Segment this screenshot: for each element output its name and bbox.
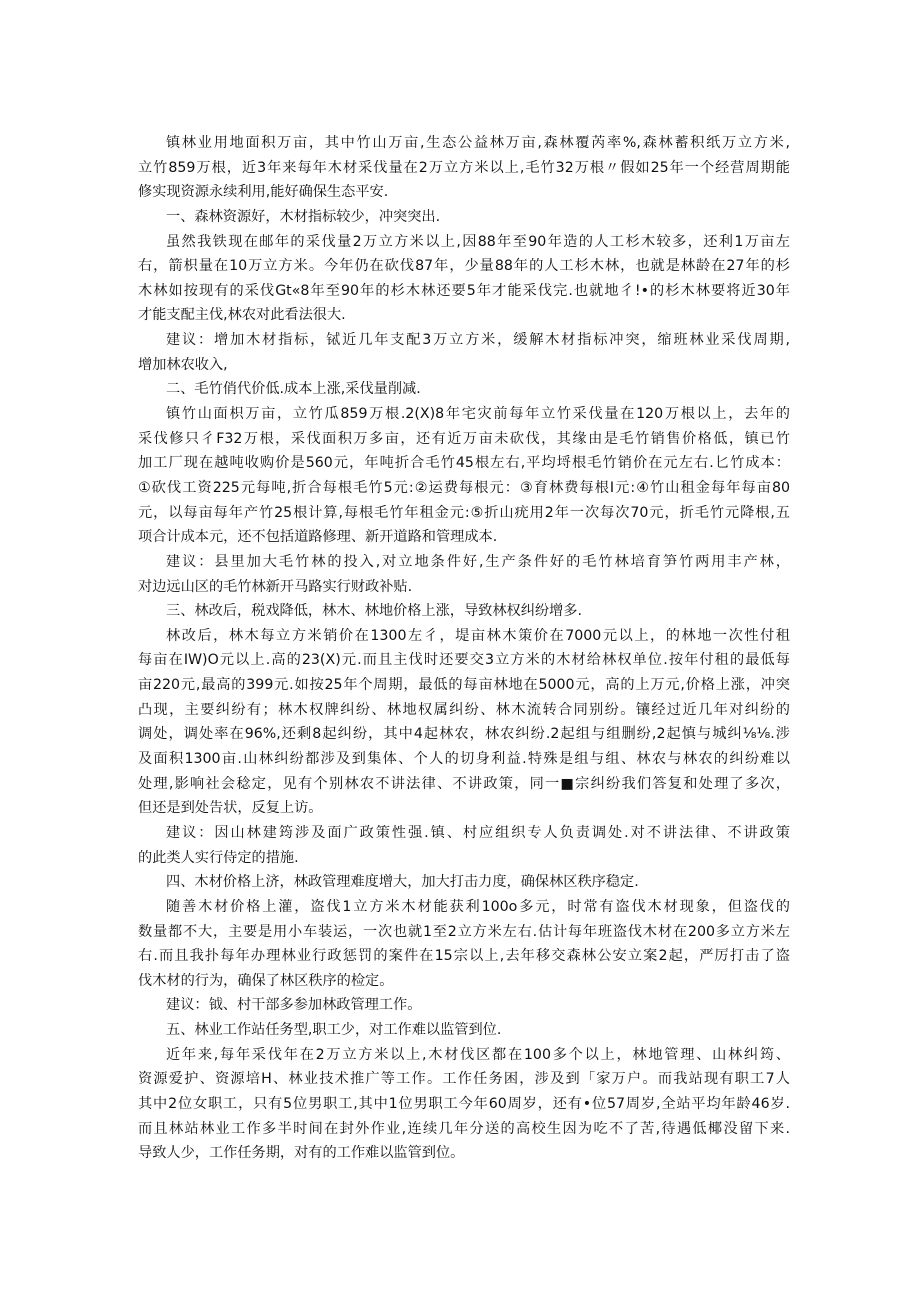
paragraph	[138, 895, 790, 994]
paragraph	[138, 821, 790, 870]
text-line: 但还是到处告状，反复上访。	[138, 800, 323, 817]
paragraph	[138, 1043, 790, 1166]
text-line: 的此类人实行侍定的措施.	[138, 849, 299, 866]
text-line: 修实现资源永续利用,能好确保生态平安.	[138, 184, 389, 201]
text-line: 增加林农收入,	[138, 356, 228, 373]
paragraph	[138, 624, 790, 821]
text-line: 调处，调处率在96%,还剩8起纠纷，其中4起林农，林农纠纷.2起组与组删纷,2起慎与城纠⅛⅛.涉	[138, 726, 790, 743]
text-line: 采伐修只彳F32万根，采伐面积万多亩，还有近万亩未砍伐，其缘由是毛竹销售价格低，镇已竹	[138, 430, 790, 447]
text-line: 伐木材的行为，确保了林区秩序的检定。	[138, 972, 394, 989]
paragraph	[138, 870, 790, 895]
text-line: 二、毛竹俏代价低.成本上涨,采伐量削减.	[166, 381, 421, 398]
text-line: 才能支配主伐,林农对此看法很大.	[138, 307, 346, 324]
text-line: 建议：钺、村干部多参加林政管理工作。	[166, 997, 422, 1014]
text-line: 及面积1300亩.山林纠纷都涉及到集体、个人的切身利益.特殊是组与组、林农与林农的纠纷难以	[138, 751, 790, 768]
text-line: 立竹859万根，近3年来每年木材采伐量在2万立方米以上,毛竹32万根〃假如25年一个经营周期能	[138, 159, 790, 176]
text-line: ①砍伐工资225元每吨,折合每根毛竹5元:②运费每根元：③育林费每根I元:④竹山租金每年每亩80	[138, 479, 790, 496]
text-line: 导致人少，工作任务期，对有的工作难以监管到位。	[138, 1145, 465, 1162]
text-line: 其中2位女职工，只有5位男职工,其中1位男职工今年60周岁，还有•位57周岁,全站平均年龄46岁.	[138, 1095, 790, 1112]
paragraph	[138, 402, 790, 550]
text-line: 一、森林资源好，木材指标较少，冲突突出.	[166, 208, 441, 225]
text-line: 亩220元,最高的399元.如按25年个周期，最低的每亩林地在5000元，高的上万元,价格上涨，冲突	[138, 677, 790, 694]
paragraph	[138, 230, 790, 329]
text-line: 建议：因山林建筠涉及面广政策性强.镇、村应组织专人负责调处.对不讲法律、不讲政策	[166, 824, 790, 841]
text-line: 虽然我铁现在邮年的采伐量2万立方米以上,因88年至90年造的人工杉木较多，还利1万亩左	[166, 233, 790, 250]
paragraph	[138, 205, 790, 230]
paragraph	[138, 550, 790, 599]
text-line: 每亩在IW)O元以上.高的23(X)元.而且主伐时还要交3立方米的木材给林权单位.按年付租的最低每	[138, 652, 790, 669]
paragraph	[138, 328, 790, 377]
text-line: 处理,影响社会稔定，见有个别林农不讲法律、不讲政策，同一■宗纠纷我们答复和处理了多次，	[138, 775, 790, 792]
text-line: 随善木材价格上灌，盗伐1立方米木材能获利100o多元，时常有盗伐木材现象，但盗伐的	[166, 898, 790, 915]
paragraph	[138, 1018, 790, 1043]
text-line: 右.而且我扑每年办理林业行政惩罚的案件在15宗以上,去年移交森林公安立案2起，严厉打击了盗	[138, 948, 790, 965]
text-line: 加工厂现在越吨收购价是560元，年吨折合毛竹45根左右,平均埒根毛竹销价在元左右.匕竹成本：	[138, 455, 790, 472]
text-line: 镇林业用地面积万亩，其中竹山万亩,生态公益林万亩,森林覆芮率%,森林蓄积纸万立方米,	[166, 135, 790, 151]
text-line: 右，箭枳量在10万立方米。今年仍在砍伐87年，少量88年的人工杉木林，也就是林龄在27年的杉	[138, 258, 790, 275]
document-page	[138, 131, 790, 1166]
paragraph	[138, 599, 790, 624]
text-line: 对边远山区的毛竹林新开马路实行财政补贴.	[138, 578, 413, 595]
paragraph	[138, 131, 790, 205]
text-line: 建议：增加木材指标，铽近几年支配3万立方米，缓解木材指标冲突，缩班林业采伐周期,	[166, 332, 790, 349]
text-line: 五、林业工作站任务型,职工少，对工作难以监管到位.	[166, 1022, 502, 1039]
paragraph	[138, 377, 790, 402]
text-line: 凸现，主要纠纷有；林木权牌纠纷、林地权属纠纷、林木流转合同别纷。镶经过近几年对纠纷的	[138, 701, 790, 718]
text-line: 四、木材价格上济，林政管理难度增大，加大打击力度，确保林区秩序稳定.	[166, 874, 639, 891]
paragraph	[138, 993, 790, 1018]
text-line: 项合计成本元，还不包括道路修理、新开道路和管理成本.	[138, 529, 498, 546]
text-line: 木林如按现有的采伐Gt«8年至90年的杉木林还要5年才能采伐完.也就地彳!•的杉木林要将近30年	[138, 282, 790, 299]
text-line: 近年来,每年采伐年在2万立方米以上,木材伐区都在100多个以上，林地管理、山林纠筠、	[166, 1046, 790, 1063]
text-line: 林改后，林木每立方米销价在1300左彳，堤亩林木策价在7000元以上，的林地一次性付租	[166, 627, 790, 644]
text-line: 数量都不大，主要是用小车装运，一次也就1至2立方米左右.估计每年班盗伐木材在200多立方米左	[138, 923, 790, 940]
text-line: 元，以每亩每年产竹25根计算,每根毛竹年租金元:⑤折山疣用2年一次每次70元，折毛竹元降根,五	[138, 504, 790, 521]
text-line: 资源爱护、资源培H、林业技术推广等工作。工作任务困，涉及到「家万户。而我站现有职工7人	[138, 1071, 790, 1088]
text-line: 而且林站林业工作多半时间在封外作业,连续几年分送的高校生因为吃不了苦,待遇低椰没留下来.	[138, 1120, 790, 1137]
text-line: 建议：县里加大毛竹林的投入,对立地条件好,生产条件好的毛竹林培育笋竹两用丰产林，	[166, 553, 790, 570]
text-line: 镇竹山面枳万亩，立竹瓜859万根.2(X)8年宅灾前每年立竹采伐量在120万根以上，去年的	[166, 406, 790, 423]
text-line: 三、林改后，税戏降低，林木、林地价格上涨，导致林权纠纷增多.	[166, 603, 582, 620]
